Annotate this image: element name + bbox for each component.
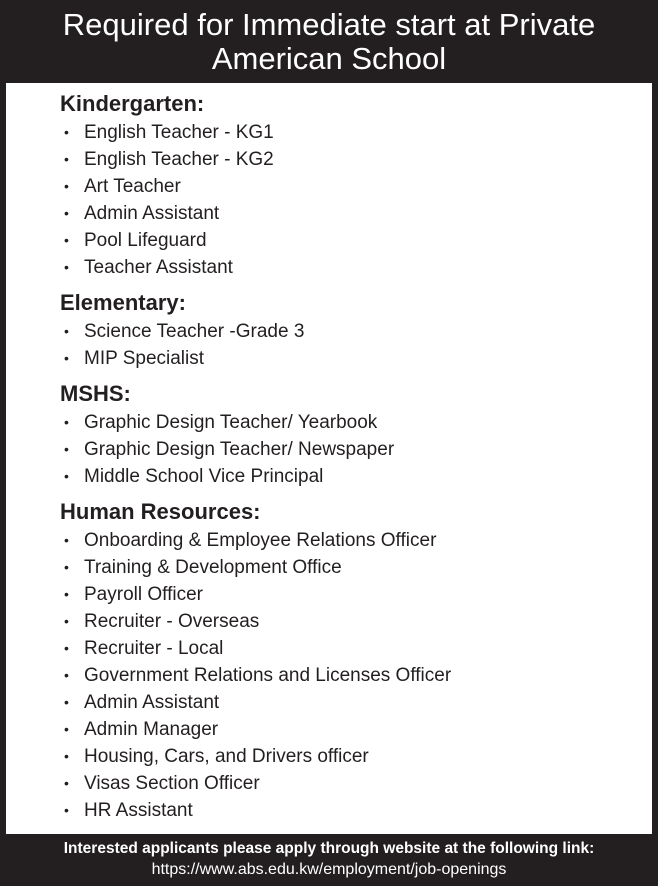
bullet-icon: • [64, 613, 69, 629]
list-item: • Admin Assistant [60, 689, 652, 716]
bullet-icon: • [64, 802, 69, 818]
bullet-icon: • [64, 748, 69, 764]
list-item: • Recruiter - Local [60, 635, 652, 662]
bullet-icon: • [64, 532, 69, 548]
list-item: • Visas Section Officer [60, 770, 652, 797]
job-list [60, 318, 652, 372]
list-item: • English Teacher - KG1 [60, 119, 652, 146]
list-item: • Training & Development Office [60, 554, 652, 581]
ad-title-line-2: American School [211, 41, 447, 76]
list-item: • Graphic Design Teacher/ Newspaper [60, 436, 652, 463]
bullet-icon: • [64, 124, 69, 140]
list-item: • Admin Assistant [60, 200, 652, 227]
bullet-icon: • [64, 640, 69, 656]
section-heading: Kindergarten: [60, 91, 205, 116]
job-listings-panel [6, 83, 652, 834]
ad-title-line-1: Required for Immediate start at Private [62, 7, 596, 42]
list-item: • Teacher Assistant [60, 254, 652, 281]
bullet-icon: • [64, 694, 69, 710]
bullet-icon: • [64, 775, 69, 791]
section-heading: Elementary: [60, 290, 186, 315]
section-heading: Human Resources: [60, 499, 261, 524]
ad-header [0, 0, 658, 82]
application-link[interactable]: https://www.abs.edu.kw/employment/job-openings [151, 861, 507, 878]
bullet-icon: • [64, 559, 69, 575]
list-item: • Art Teacher [60, 173, 652, 200]
bullet-icon: • [64, 323, 69, 339]
job-list [60, 409, 652, 490]
bullet-icon: • [64, 414, 69, 430]
list-item: • Middle School Vice Principal [60, 463, 652, 490]
list-item: • MIP Specialist [60, 345, 652, 372]
bullet-icon: • [64, 586, 69, 602]
bullet-icon: • [64, 468, 69, 484]
bullet-icon: • [64, 205, 69, 221]
section-mshs [60, 379, 652, 490]
list-item: • Science Teacher -Grade 3 [60, 318, 652, 345]
list-item: • Housing, Cars, and Drivers officer [60, 743, 652, 770]
list-item: • Recruiter - Overseas [60, 608, 652, 635]
bullet-icon: • [64, 667, 69, 683]
job-list [60, 119, 652, 281]
apply-instruction: Interested applicants please apply through website at the following link: [63, 840, 595, 857]
bullet-icon: • [64, 151, 69, 167]
bullet-icon: • [64, 441, 69, 457]
list-item: • Payroll Officer [60, 581, 652, 608]
list-item: • English Teacher - KG2 [60, 146, 652, 173]
section-heading: MSHS: [60, 381, 131, 406]
bullet-icon: • [64, 178, 69, 194]
list-item: • Graphic Design Teacher/ Yearbook [60, 409, 652, 436]
list-item: • Government Relations and Licenses Officer [60, 662, 652, 689]
job-list [60, 527, 652, 824]
section-kindergarten [60, 89, 652, 281]
bullet-icon: • [64, 350, 69, 366]
list-item: • HR Assistant [60, 797, 652, 824]
list-item: • Onboarding & Employee Relations Officer [60, 527, 652, 554]
bullet-icon: • [64, 259, 69, 275]
bullet-icon: • [64, 721, 69, 737]
section-human-resources [60, 497, 652, 824]
bullet-icon: • [64, 232, 69, 248]
section-elementary [60, 288, 652, 372]
ad-footer [0, 838, 658, 886]
list-item: • Pool Lifeguard [60, 227, 652, 254]
list-item: • Admin Manager [60, 716, 652, 743]
